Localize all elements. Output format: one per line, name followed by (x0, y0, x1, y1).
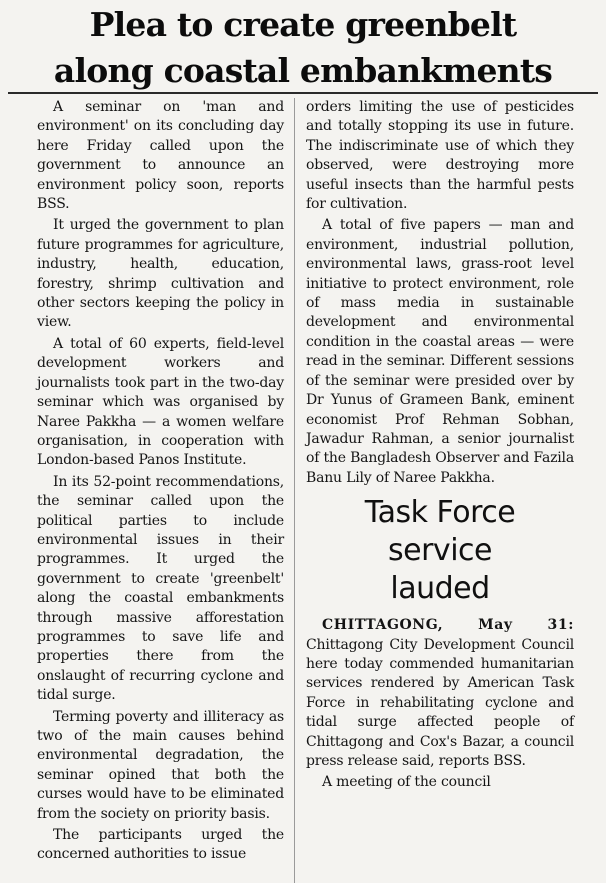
article-paragraph: A total of five papers — man and environment, industrial pollution, environmental laws, grass-root level initiative to protect environment, role of mass media in sustainable development and environmental condition in the coastal areas — were read in the seminar. Different sessions of the seminar were presided over by Dr Yunus of Grameen Bank, eminent economist Prof Rehman Sobhan, Jawadur Rahman, a senior journalist of the Bangladesh Observer and Fazila Banu Lily of Naree Pakkha. (306, 217, 574, 486)
article-paragraph: A seminar on 'man and environment' on its concluding day here Friday called upon the government to announce an environment policy soon, reports BSS. (37, 99, 284, 213)
second-headline-line-3: lauded (390, 571, 490, 607)
article-column-right (306, 98, 574, 793)
article-paragraph-continued: orders limiting the use of pesticides and totally stopping its use in future. The indiscriminate use of which they observed, were destroying more useful insects than the harmful pests for cultivation. (306, 99, 574, 213)
second-headline-line-1: Task Force (364, 495, 516, 531)
article-paragraph: A total of 60 experts, field-level development workers and journalists took part in the two-day seminar which was organised by Naree Pakkha — a women welfare organisation, in cooperation with London-based Panos Institute. (37, 335, 284, 469)
second-article-paragraph: A meeting of the council (322, 774, 491, 791)
article-paragraph: The participants urged the concerned authorities to issue (37, 827, 284, 863)
main-headline-line-2: along coastal embankments (53, 51, 553, 90)
second-article-paragraph (306, 616, 574, 771)
dateline: CHITTAGONG, May 31: (322, 617, 574, 634)
article-paragraph: It urged the government to plan future programmes for agriculture, industry, health, education, forestry, shrimp cultivation and other sectors keeping the policy in view. (37, 217, 284, 331)
second-article-lead-text: Chittagong City Development Council here today commended humanitarian services rendered by American Task Force in rehabilitating cyclone and tidal surge affected people of Chittagong and Cox's Bazar, a council press release said, reports BSS. (306, 636, 574, 769)
article-paragraph: In its 52-point recommendations, the seminar called upon the political parties to include environmental issues in their programmes. It urged the government to create 'greenbelt' along the coastal embankments through massive afforestation programmes to save life and properties there from the onslaught of recurring cyclone and tidal surge. (37, 473, 284, 704)
article-paragraph: Terming poverty and illiteracy as two of the main causes behind environmental degradation, the seminar opined that both the curses would have to be eliminated from the society on priority basis. (37, 708, 284, 822)
second-article-headline (306, 494, 574, 608)
column-divider (294, 98, 295, 883)
article-column-left (37, 98, 284, 865)
headline-rule (8, 92, 598, 94)
second-headline-line-2: service (388, 533, 492, 569)
main-headline (0, 2, 606, 94)
main-headline-line-1: Plea to create greenbelt (89, 5, 517, 44)
